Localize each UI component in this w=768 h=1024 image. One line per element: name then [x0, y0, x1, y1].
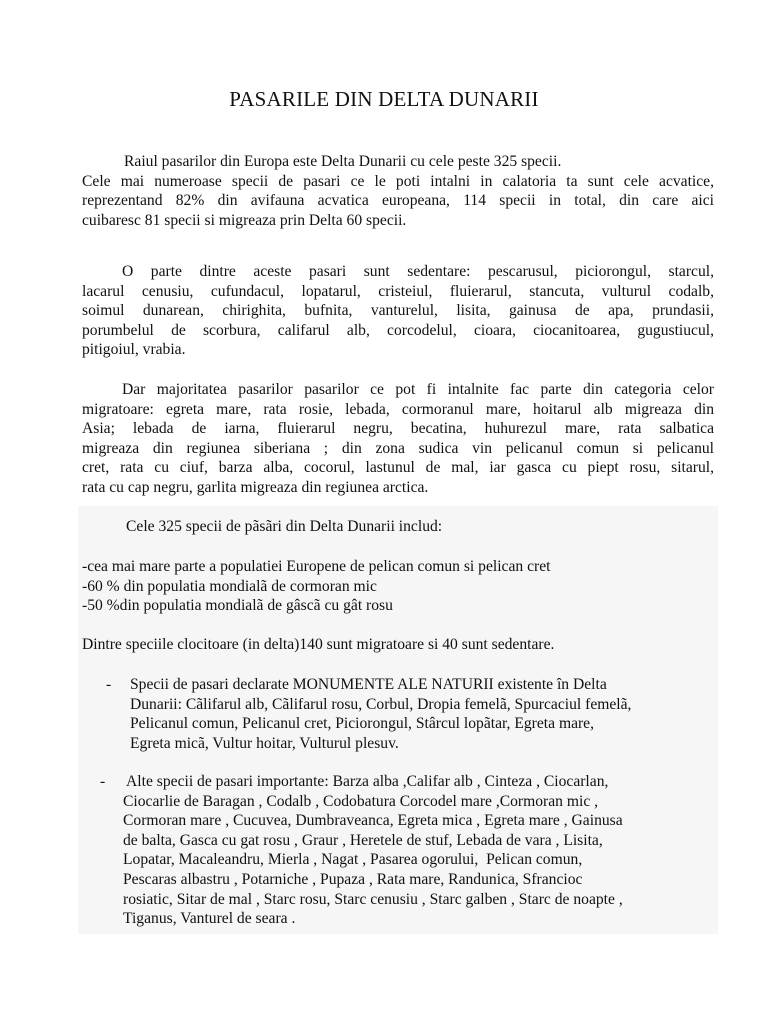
text-line: pitigoiul, vrabia. [82, 341, 186, 359]
important-species-list-item [82, 772, 714, 932]
migratory-paragraph [82, 380, 714, 498]
page-title: PASARILE DIN DELTA DUNARII [229, 87, 539, 111]
list-item-text [123, 772, 713, 929]
text-line: Cele mai numeroase specii de pasari ce le poti intalni in calatoria ta sunt cele acvatice, [82, 172, 714, 190]
text-line: Pescaras albastru , Potarniche , Pupaza , Rata mare, Randunica, Sfrancioc [123, 870, 583, 888]
sedentary-paragraph [82, 262, 714, 360]
text-line: Tiganus, Vanturel de seara . [123, 910, 296, 928]
text-line: migreaza din regiunea siberiana ; din zona sudica vin pelicanul comun si pelicanul [82, 439, 714, 457]
text-line: reprezentand 82% din avifauna acvatica europeana, 114 specii in total, din care aici [82, 192, 714, 210]
text-line: cret, rata cu ciuf, barza alba, cocorul, lastunul de mal, iar gasca cu piept rosu, sitarul, [82, 459, 714, 477]
text-line: de balta, Gasca cu gat rosu , Graur , Heretele de stuf, Lebada de vara , Lisita, [123, 831, 603, 849]
text-line: Raiul pasarilor din Europa este Delta Dunarii cu cele peste 325 specii. [124, 153, 562, 170]
text-line: Specii de pasari declarate MONUMENTE ALE NATURII existente în Delta [130, 676, 607, 693]
text-line: migratoare: egreta mare, rata rosie, lebada, cormoranul mare, hoitarul alb migreaza din [82, 400, 714, 418]
text-line: Lopatar, Macaleandru, Mierla , Nagat , Pasarea ogorului, Pelican comun, [123, 851, 583, 869]
text-line: Egreta micã, Vultur hoitar, Vulturul plesuv. [130, 734, 399, 752]
text-line: Dunarii: Cãlifarul alb, Cãlifarul rosu, Corbul, Dropia femelã, Spurcaciul femelã, [130, 695, 632, 713]
text-line: porumbelul de scorbura, califarul alb, corcodelul, cioara, ciocanitoarea, gugustiucul, [82, 321, 714, 339]
text-line: Pelicanul comun, Pelicanul cret, Piciorongul, Stârcul lopãtar, Egreta mare, [130, 715, 595, 733]
text-line: Ciocarlie de Baragan , Codalb , Codobatura Corcodel mare ,Cormoran mic , [123, 792, 599, 810]
includes-list [82, 557, 714, 616]
text-line: lacarul cenusiu, cufundacul, lopatarul, cristeiul, fluierarul, stancuta, vulturul codalb, [82, 282, 714, 300]
list-item: -cea mai mare parte a populatiei Europene de pelican comun si pelican cret [82, 558, 551, 575]
list-item-text [130, 675, 710, 753]
text-line: soimul dunarean, chirighita, bufnita, vanturelul, lisita, gainusa de apa, prundasii, [82, 302, 714, 320]
breeding-species-sentence: Dintre speciile clocitoare (in delta)140 sunt migratoare si 40 sunt sedentare. [82, 636, 555, 653]
list-item: -60 % din populatia mondialã de cormoran mic [82, 577, 377, 595]
text-line: Cormoran mare , Cucuvea, Dumbraveanca, Egreta mica , Egreta mare , Gainusa [123, 812, 623, 830]
list-dash: - [106, 676, 112, 693]
list-dash: - [100, 773, 106, 790]
text-line: Alte specii de pasari importante: Barza alba ,Califar alb , Cinteza , Ciocarlan, [123, 773, 609, 790]
text-line: Asia; lebada de iarna, fluierarul negru, becatina, huhurezul mare, rata salbatica [82, 420, 714, 438]
text-line: O parte dintre aceste pasari sunt sedentare: pescarusul, piciorongul, starcul, [122, 263, 714, 280]
text-line: rosiatic, Sitar de mal , Starc rosu, Starc cenusiu , Starc galben , Starc de noapte , [123, 890, 623, 908]
monuments-list-item [82, 675, 714, 755]
includes-heading: Cele 325 specii de pãsãri din Delta Dunarii includ: [126, 518, 443, 535]
text-line: rata cu cap negru, garlita migreaza din regiunea arctica. [82, 478, 429, 496]
list-item: -50 %din populatia mondialã de gâscã cu gât rosu [82, 597, 393, 615]
text-line: Dar majoritatea pasarilor pasarilor ce pot fi intalnite fac parte din categoria celor [122, 381, 714, 398]
intro-paragraph [82, 152, 714, 230]
text-line: cuibaresc 81 specii si migreaza prin Delta 60 specii. [82, 211, 407, 229]
